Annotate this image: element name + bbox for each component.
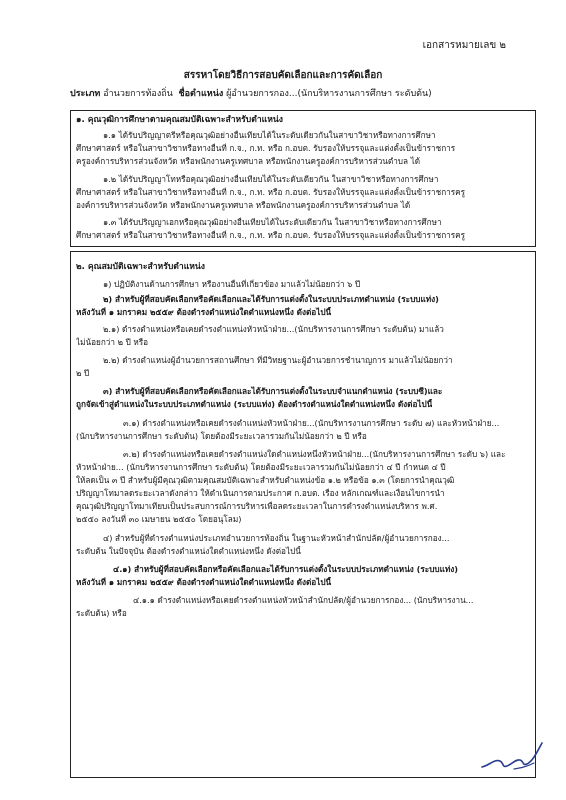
section-2-line: ๒) สำหรับผู้ที่สอบคัดเลือกหรือคัดเลือกและได้รับการแต่งตั้งในระบบประเภทตำแหน่ง (ระบบแท่ง) (103, 294, 439, 304)
section-1-line: องค์การบริหารส่วนจังหวัด หรือพนักงานครูเทศบาล หรือพนักงานครูองค์การบริหารส่วนตำบล ได้ (76, 200, 411, 210)
handwritten-signature (476, 735, 546, 775)
section-1-line: ศึกษาศาสตร์ หรือในสาขาวิชาหรือทางอื่นที่ ก.จ., ก.ท. หรือ ก.อบต. รับรองให้บรรจุและแต่งตั้งเป็นข้าราชการ (76, 143, 456, 153)
section-2-line: ๑) ปฏิบัติงานด้านการศึกษา หรืองานอื่นที่เกี่ยวข้อง มาแล้วไม่น้อยกว่า ๖ ปี (103, 279, 361, 289)
section-2-line: ไม่น้อยกว่า ๒ ปี หรือ (76, 337, 149, 347)
section-1-line: ศึกษาศาสตร์ หรือในสาขาวิชาหรือทางอื่นที่ ก.จ., ก.ท. หรือ ก.อบต. รับรองให้บรรจุและแต่งตั้งเป็นข้าราชการครู (76, 230, 466, 240)
position-label: ชื่อตำแหน่ง (178, 89, 224, 99)
specific-qualification-section-box (70, 251, 536, 778)
section-1-heading: ๑. คุณวุฒิการศึกษาตามคุณสมบัติเฉพาะสำหรับตำแหน่ง (76, 115, 283, 125)
section-2-line: ๒.๒) ดำรงตำแหน่งผู้อำนวยการสถานศึกษา ที่มีวิทยฐานะผู้อำนวยการชำนาญการ มาแล้วไม่น้อยกว่า (103, 355, 453, 365)
section-2-line: ๒ ปี (76, 368, 90, 378)
section-2-line: ระดับต้น ในปัจจุบัน ต้องดำรงตำแหน่งใดตำแหน่งหนึ่ง ดังต่อไปนี้ (76, 546, 301, 556)
position-value: ผู้อำนวยการกอง...(นักบริหารงานการศึกษา ระดับต้น) (226, 89, 432, 99)
section-2-line: หลังวันที่ ๑ มกราคม ๒๕๕๙ ต้องดำรงตำแหน่งใดตำแหน่งหนึ่ง ดังต่อไปนี้ (76, 577, 332, 587)
section-2-line: ถูกจัดเข้าสู่ตำแหน่งในระบบประเภทตำแหน่ง (ระบบแท่ง) ต้องดำรงตำแหน่งใดตำแหน่งหนึ่ง ดังต่อไปนี้ (76, 399, 433, 409)
section-2-line: ให้ลดเป็น ๓ ปี สำหรับผู้มีคุณวุฒิตามคุณสมบัติเฉพาะสำหรับตำแหน่งข้อ ๑.๒ หรือข้อ ๑.๓ (โดยการนำคุณวุฒิ (76, 475, 455, 485)
section-2-line: ๔) สำหรับผู้ที่ดำรงตำแหน่งประเภทอำนวยการท้องถิ่น ในฐานะหัวหน้าสำนักปลัด/ผู้อำนวยการกอง... (103, 533, 450, 543)
document-title: สรรหาโดยวิธีการสอบคัดเลือกและการคัดเลือก (183, 70, 383, 81)
section-1-line: ๑.๒ ได้รับปริญญาโทหรือคุณวุฒิอย่างอื่นเทียบได้ในระดับเดียวกัน ในสาขาวิชาหรือทางการศึกษา (103, 174, 439, 184)
section-2-line: ๓.๒) ดำรงตำแหน่งหรือเคยดำรงตำแหน่งใดตำแหน่งหนึ่งหัวหน้าฝ่าย...(นักบริหารงานการศึกษา ระดับ ๖) และ (123, 449, 506, 459)
section-2-line: ระดับต้น) หรือ (76, 608, 127, 618)
qualification-section-box (70, 110, 536, 247)
section-2-line: ๓.๑) ดำรงตำแหน่งหรือเคยดำรงตำแหน่งหัวหน้าฝ่าย...(นักบริหารงานการศึกษา ระดับ ๗) และหัวหน้าฝ่าย... (123, 418, 500, 428)
section-2-line: ๓) สำหรับผู้ที่สอบคัดเลือกหรือคัดเลือกและได้รับการแต่งตั้งในระบบจำแนกตำแหน่ง (ระบบซี)และ (103, 386, 443, 396)
section-1-line: ครูองค์การบริหารส่วนจังหวัด หรือพนักงานครูเทศบาล หรือพนักงานครูองค์การบริหารส่วนตำบล ได้ (76, 156, 421, 166)
section-2-line: หัวหน้าฝ่าย... (นักบริหารงานการศึกษา ระดับต้น) โดยต้องมีระยะเวลารวมกันไม่น้อยกว่า ๔ ปี กำหนด ๔ ปี (76, 462, 446, 472)
document-number: เอกสารหมายเลข ๒ (422, 40, 506, 51)
section-2-line: หลังวันที่ ๑ มกราคม ๒๕๕๙ ต้องดำรงตำแหน่งใดตำแหน่งหนึ่ง ดังต่อไปนี้ (76, 307, 332, 317)
section-2-line: คุณวุฒิปริญญาโทมาเทียบเป็นประสบการณ์การบริหารเพื่อลดระยะเวลาในการดำรงตำแหน่งบริหาร พ.ศ. (76, 501, 438, 511)
section-2-line: (นักบริหารงานการศึกษา ระดับต้น) โดยต้องมีระยะเวลารวมกันไม่น้อยกว่า ๒ ปี หรือ (76, 431, 367, 441)
section-1-line: ๑.๑ ได้รับปริญญาตรีหรือคุณวุฒิอย่างอื่นเทียบได้ในระดับเดียวกันในสาขาวิชาหรือทางการศึกษา (103, 130, 436, 140)
section-2-line: ๒๕๕๐ ลงวันที่ ๓๐ เมษายน ๒๕๕๐ โดยอนุโลม) (76, 514, 242, 524)
section-2-line: ปริญญาโทมาลดระยะเวลาดังกล่าว ให้ดำเนินการตามประกาศ ก.อบต. เรื่อง หลักเกณฑ์และเงื่อนไขการนำ (76, 488, 445, 498)
section-1-line: ๑.๓ ได้รับปริญญาเอกหรือคุณวุฒิอย่างอื่นเทียบได้ในระดับเดียวกัน ในสาขาวิชาหรือทางการศึกษา (103, 217, 442, 227)
position-subtitle (70, 86, 432, 100)
section-2-line: ๔.๑) สำหรับผู้ที่สอบคัดเลือกหรือคัดเลือกและได้รับการแต่งตั้งในระบบประเภทตำแหน่ง (ระบบแท่ง) (113, 564, 458, 574)
type-label: ประเภท (70, 89, 101, 99)
type-value: อำนวยการท้องถิ่น (103, 89, 173, 99)
section-2-heading: ๒. คุณสมบัติเฉพาะสำหรับตำแหน่ง (76, 262, 205, 272)
section-2-line: ๒.๑) ดำรงตำแหน่งหรือเคยดำรงตำแหน่งหัวหน้าฝ่าย...(นักบริหารงานการศึกษา ระดับต้น) มาแล้ว (103, 324, 444, 334)
section-2-line: ๔.๑.๑ ดำรงตำแหน่งหรือเคยดำรงตำแหน่งหัวหน้าสำนักปลัด/ผู้อำนวยการกอง... (นักบริหารงาน... (133, 595, 474, 605)
section-1-line: ศึกษาศาสตร์ หรือในสาขาวิชาหรือทางอื่นที่ ก.จ., ก.ท. หรือ ก.อบต. รับรองให้บรรจุและแต่งตั้งเป็นข้าราชการครู (76, 187, 466, 197)
